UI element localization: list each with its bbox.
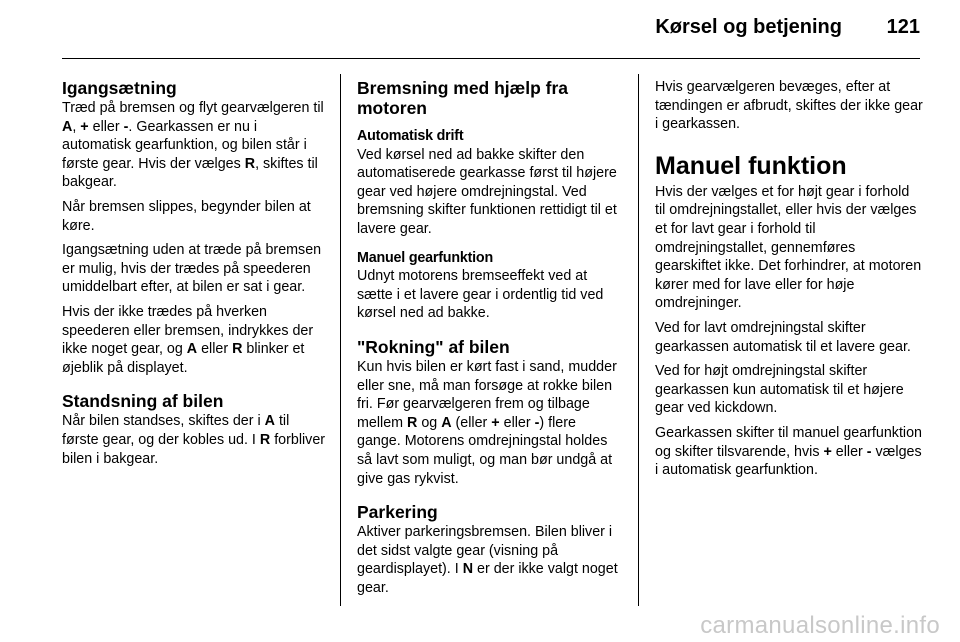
subheading-manuel-gearfunktion: Manuel gearfunktion <box>357 249 493 266</box>
paragraph-rokning: Kun hvis bilen er kørt fast i sand, mudder eller sne, må man forsøge at rokke bilen fri. Før gearvælgeren frem og tilbage mellem R og A (eller + eller -) flere gange. Motorens omdrejningstal holdes så lavt som muligt, og man bør undgå at give gas rykvist. <box>357 358 617 487</box>
page-number: 121 <box>886 16 920 38</box>
subheading-automatisk-drift: Automatisk drift <box>357 128 464 144</box>
watermark: carmanualsonline.info <box>700 612 940 639</box>
paragraph-standsning: Når bilen standses, skiftes der i A til første gear, og der kobles ud. I R forbliver bilen i bakgear. <box>62 413 326 467</box>
paragraph-manuel-funktion-1: Hvis der vælges et for højt gear i forhold til omdrejningstallet, eller hvis der vælges et for lavt gear i forhold til omdrejningstallet, gennemføres gearskiftet ikke. Det forhindrer, at motoren kører med for lave eller for høje omdrejninger. <box>655 183 922 312</box>
page-header <box>0 0 960 62</box>
column-3 <box>655 78 923 486</box>
heading-parkering: Parkering <box>357 502 438 523</box>
paragraph-igangsaetning-1: Træd på bremsen og flyt gearvælgeren til A, + eller -. Gearkassen er nu i automatisk gearfunktion, og bilen står i første gear. Hvis der vælges R, skiftes til bakgear. <box>62 100 324 191</box>
heading-rokning: "Rokning" af bilen <box>357 336 510 357</box>
paragraph-gearvaelger-afbrudt: Hvis gearvælgeren bevæges, efter at tændingen er afbrudt, skiftes der ikke gear i gearkassen. <box>655 79 923 133</box>
header-rule <box>62 58 920 59</box>
column-1 <box>62 78 328 474</box>
paragraph-manuel-funktion-4: Gearkassen skifter til manuel gearfunktion og skifter tilsvarende, hvis + eller - vælges i automatisk gearfunktion. <box>655 424 923 479</box>
chapter-title: Kørsel og betjening <box>655 16 842 38</box>
paragraph-igangsaetning-3: Igangsætning uden at træde på bremsen er mulig, hvis der trædes på speederen umiddelbart efter, at bilen er sat i gear. <box>62 242 322 296</box>
paragraph-igangsaetning-4: Hvis der ikke trædes på hverken speederen eller bremsen, indrykkes der ikke noget gear, og A eller R blinker et øjeblik på displayet. <box>62 303 314 376</box>
paragraph-manuel-gearfunktion: Udnyt motorens bremseeffekt ved at sætte i et lavere gear i ordentlig tid ved kørsel ned ad bakke. <box>357 268 604 322</box>
heading-manuel-funktion: Manuel funktion <box>655 151 847 180</box>
heading-bremsning: Bremsning med hjælp fra motoren <box>357 78 569 118</box>
heading-standsning: Standsning af bilen <box>62 391 224 412</box>
paragraph-igangsaetning-2: Når bremsen slippes, begynder bilen at køre. <box>62 198 311 234</box>
heading-igangsaetning: Igangsætning <box>62 78 177 98</box>
paragraph-automatisk-drift: Ved kørsel ned ad bakke skifter den automatiserede gearkasse først til højere gear ved højere omdrejningstal. Ved bremsning skifter funktionen rettidigt til et lavere gear. <box>357 146 617 237</box>
column-2 <box>357 78 623 603</box>
column-divider-2 <box>638 74 639 606</box>
paragraph-manuel-funktion-2: Ved for lavt omdrejningstal skifter gearkassen automatisk til et lavere gear. <box>655 319 911 355</box>
paragraph-parkering: Aktiver parkeringsbremsen. Bilen bliver i det sidst valgte gear (visning på geardisplayet). I N er der ikke valgt noget gear. <box>357 524 618 596</box>
paragraph-manuel-funktion-3: Ved for højt omdrejningstal skifter gearkassen kun automatisk til et højere gear ved kickdown. <box>655 363 904 417</box>
column-divider-1 <box>340 74 341 606</box>
